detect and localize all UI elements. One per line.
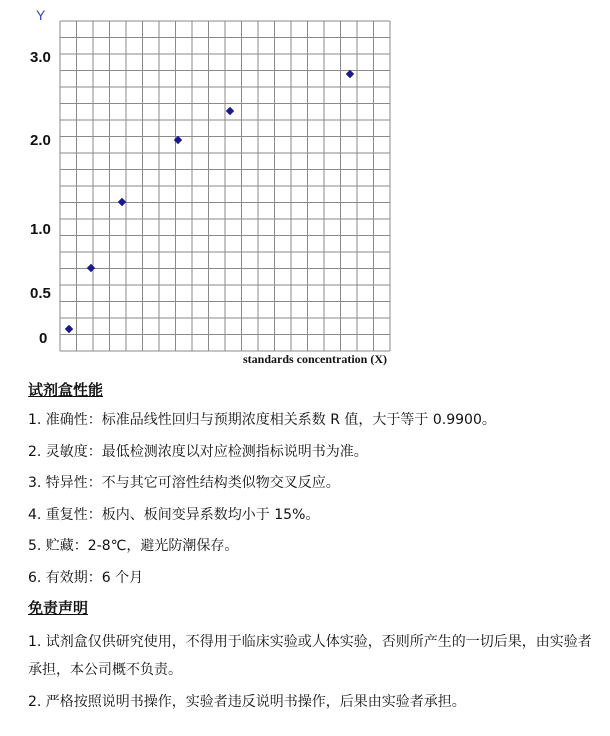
section-title-disclaimer: 免责声明 <box>28 599 89 617</box>
data-point <box>118 198 126 206</box>
y-tick-label: 1.0 <box>30 221 51 238</box>
y-tick-label: 2.0 <box>30 132 51 149</box>
data-points <box>65 70 354 333</box>
data-point <box>87 264 95 272</box>
x-axis-label: standards concentration (X) <box>243 352 387 366</box>
list-item: 2. 灵敏度：最低检测浓度以对应检测指标说明书为准。 <box>28 443 368 460</box>
list-item: 1. 准确性：标准品线性回归与预期浓度相关系数 R 值，大于等于 0.9900。 <box>28 412 496 428</box>
data-point <box>226 107 234 115</box>
data-point <box>346 70 354 78</box>
list-item: 5. 贮藏：2-8℃，避光防潮保存。 <box>28 538 239 554</box>
y-tick-label: 0 <box>39 330 48 347</box>
list-item: 2. 严格按照说明书操作，实验者违反说明书操作，后果由实验者承担。 <box>28 694 466 710</box>
performance-list <box>28 410 600 599</box>
list-item: 3. 特异性：不与其它可溶性结构类似物交叉反应。 <box>28 475 340 491</box>
list-item: 4. 重复性：板内、板间变异系数均小于 15%。 <box>28 506 320 523</box>
y-tick-label: 0.5 <box>30 285 51 302</box>
y-axis-label: Y <box>36 7 46 23</box>
list-item: 1. 试剂盒仅供研究使用，不得用于临床实验或人体实验，否则所产生的一切后果，由实验者承担，本公司概不负责。 <box>28 634 592 678</box>
chart-grid <box>60 21 390 351</box>
disclaimer-list <box>28 628 600 716</box>
data-point <box>65 325 73 333</box>
y-tick-label: 3.0 <box>30 49 51 66</box>
section-title-performance: 试剂盒性能 <box>28 381 104 399</box>
list-item: 6. 有效期：6 个月 <box>28 569 144 586</box>
